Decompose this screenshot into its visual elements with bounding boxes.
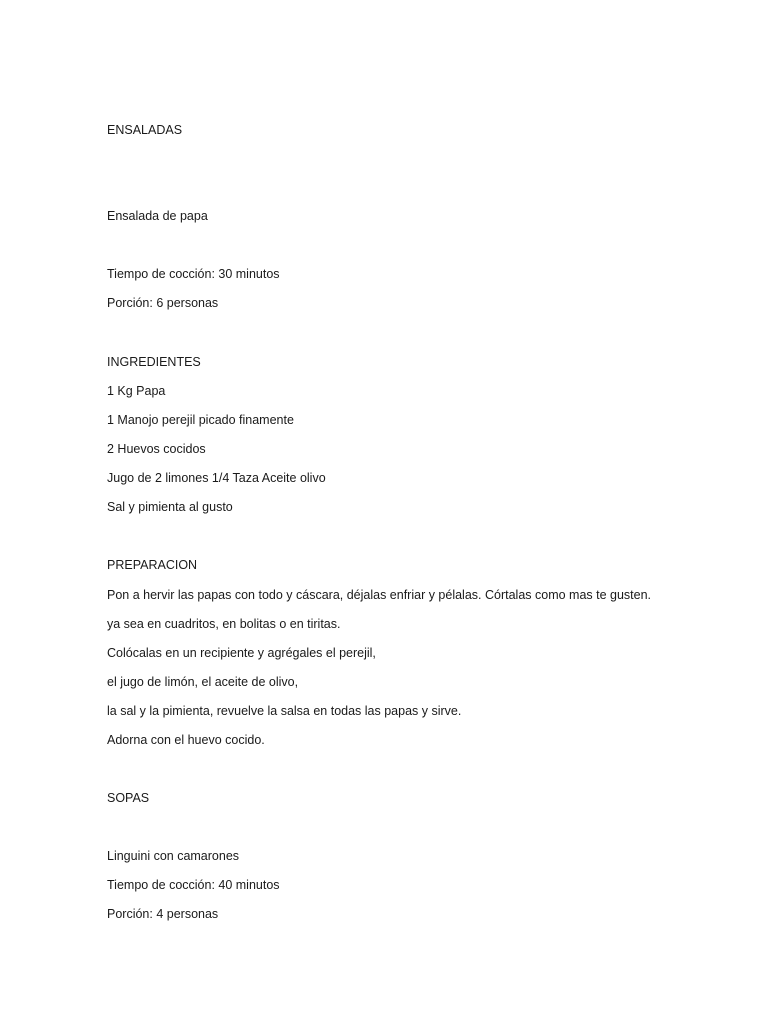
preparation-line: Pon a hervir las papas con todo y cáscara, déjalas enfriar y pélalas. Córtalas como mas te gusten. <box>107 588 652 602</box>
recipe-portion: Porción: 4 personas <box>107 907 219 921</box>
ingredients-heading: INGREDIENTES <box>107 355 201 369</box>
ingredient-line: 1 Kg Papa <box>107 384 166 398</box>
preparation-line: Adorna con el huevo cocido. <box>107 733 265 747</box>
preparation-line: Colócalas en un recipiente y agrégales el perejil, <box>107 646 376 660</box>
preparation-line: el jugo de limón, el aceite de olivo, <box>107 675 299 689</box>
preparation-line: la sal y la pimienta, revuelve la salsa en todas las papas y sirve. <box>107 704 462 718</box>
ingredient-line: Jugo de 2 limones 1/4 Taza Aceite olivo <box>107 471 326 485</box>
section-heading-sopas: SOPAS <box>107 791 150 805</box>
recipe-title: Ensalada de papa <box>107 209 208 223</box>
ingredient-line: 2 Huevos cocidos <box>107 442 206 456</box>
recipe-portion: Porción: 6 personas <box>107 296 219 310</box>
recipe-cook-time: Tiempo de cocción: 40 minutos <box>107 878 280 892</box>
recipe-cook-time: Tiempo de cocción: 30 minutos <box>107 267 280 281</box>
recipe-title: Linguini con camarones <box>107 849 240 863</box>
preparation-line: ya sea en cuadritos, en bolitas o en tiritas. <box>107 617 341 631</box>
ingredient-line: 1 Manojo perejil picado finamente <box>107 413 294 427</box>
preparation-heading: PREPARACION <box>107 558 198 572</box>
section-heading-ensaladas: ENSALADAS <box>107 123 183 137</box>
ingredient-line: Sal y pimienta al gusto <box>107 500 233 514</box>
